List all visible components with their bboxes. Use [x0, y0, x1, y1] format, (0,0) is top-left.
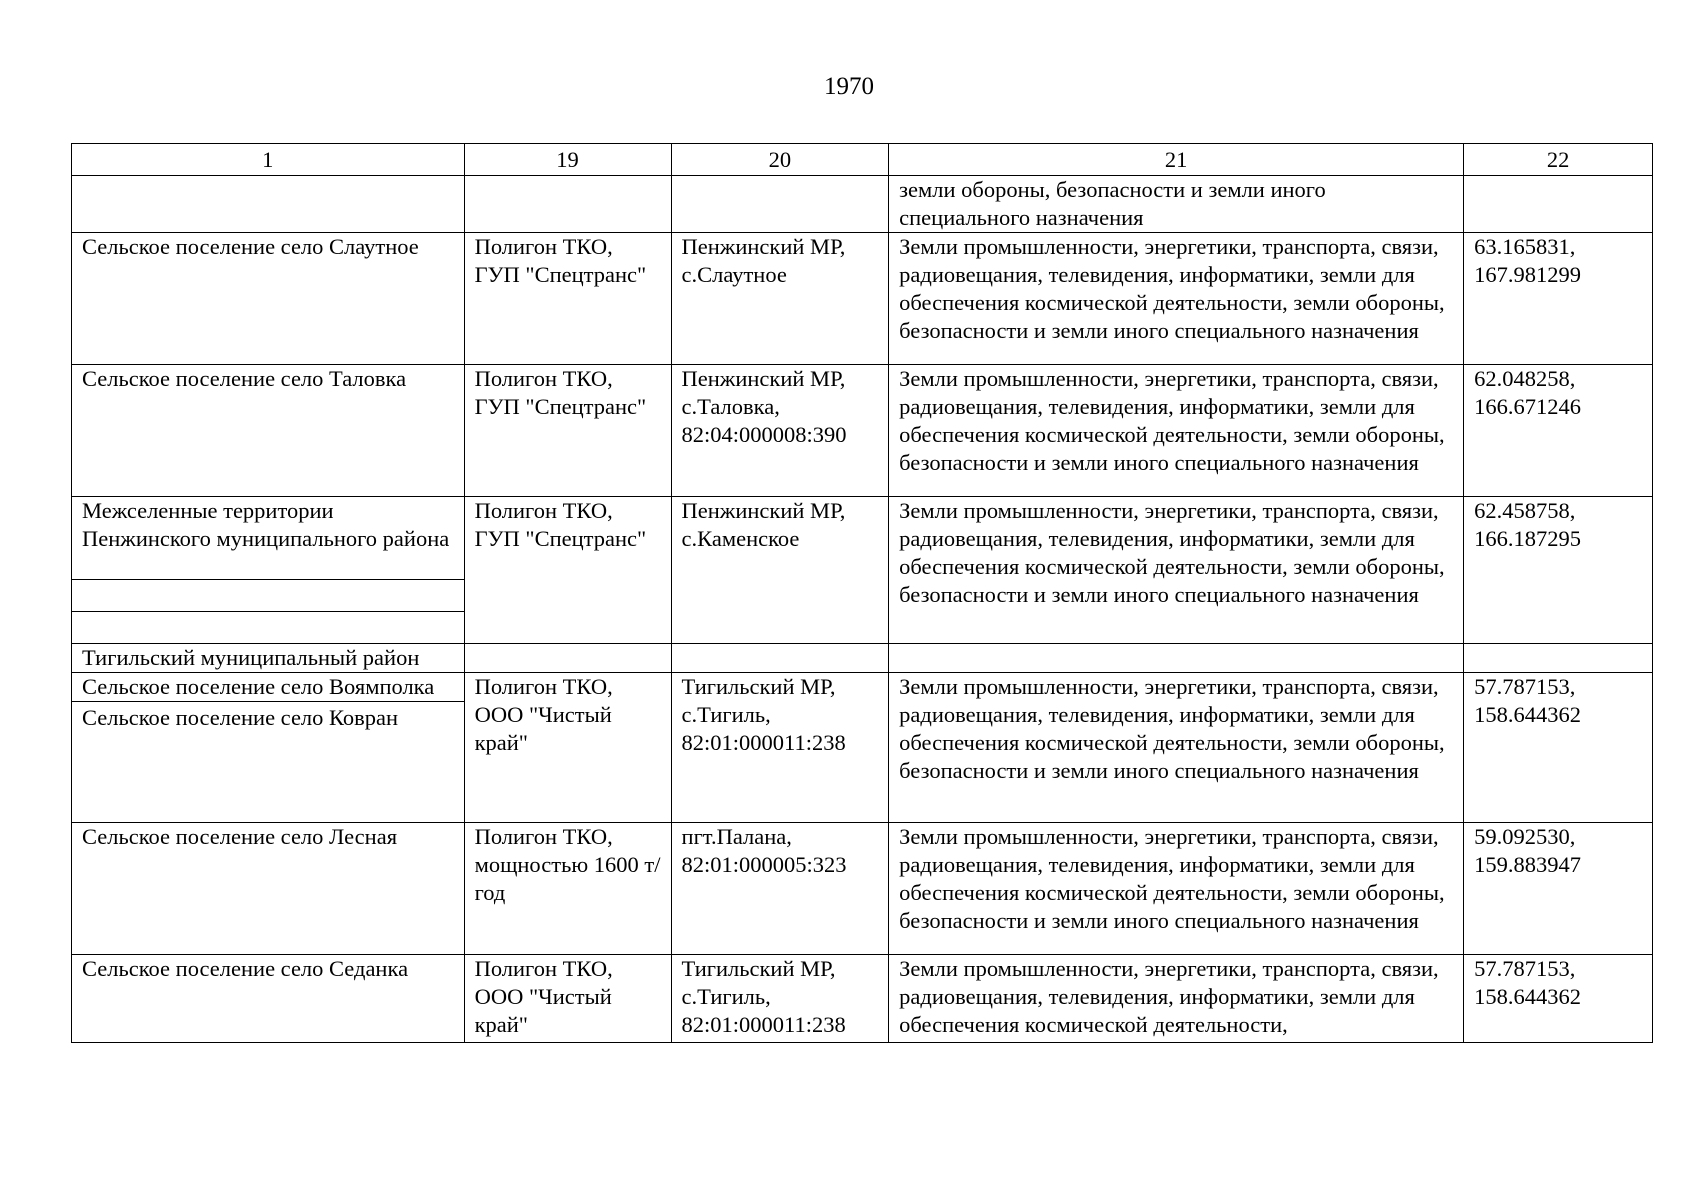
- cell-coordinates: 57.787153, 158.644362: [1464, 955, 1653, 1043]
- cell-object: Полигон ТКО, ГУП "Спецтранс": [464, 233, 671, 365]
- header-row: [72, 144, 1653, 176]
- cell-coordinates: [1464, 644, 1653, 673]
- cell-coordinates: 62.458758, 166.187295: [1464, 497, 1653, 644]
- column-header-20: 20: [671, 144, 889, 176]
- cell-location: Тигильский МР, с.Тигиль, 82:01:000011:238: [671, 955, 889, 1043]
- cell-land-category: Земли промышленности, энергетики, транспорта, связи, радиовещания, телевидения, информатики, земли для обеспечения космической деятельности,: [889, 955, 1464, 1043]
- cell-land-category: Земли промышленности, энергетики, транспорта, связи, радиовещания, телевидения, информатики, земли для обеспечения космической деятельности, земли обороны, безопасности и земли иного специального назначения: [889, 823, 1464, 955]
- cell-settlement: Сельское поселение село Лесная: [72, 823, 465, 955]
- column-header-22: 22: [1464, 144, 1653, 176]
- cell-district: Тигильский муниципальный район: [72, 644, 465, 673]
- cell-object: Полигон ТКО, ГУП "Спецтранс": [464, 365, 671, 497]
- cell-settlement-empty: [72, 580, 465, 612]
- cell-location: [671, 176, 889, 233]
- cell-settlement: Сельское поселение село Слаутное: [72, 233, 465, 365]
- cell-object: Полигон ТКО, ООО "Чистый край": [464, 673, 671, 823]
- table-row: [72, 365, 1653, 497]
- cell-coordinates: [1464, 176, 1653, 233]
- cell-location: Пенжинский МР, с.Слаутное: [671, 233, 889, 365]
- column-header-21: 21: [889, 144, 1464, 176]
- settlement-subtable: [72, 673, 464, 732]
- cell-coordinates: 57.787153, 158.644362: [1464, 673, 1653, 823]
- cell-object: Полигон ТКО, мощностью 1600 т/год: [464, 823, 671, 955]
- table-row: [72, 497, 1653, 580]
- column-header-19: 19: [464, 144, 671, 176]
- cell-land-category: земли обороны, безопасности и земли иного специального назначения: [889, 176, 1464, 233]
- table-row: [72, 823, 1653, 955]
- cell-coordinates: 63.165831, 167.981299: [1464, 233, 1653, 365]
- page-number: 1970: [824, 73, 874, 100]
- cell-location: [671, 644, 889, 673]
- cell-object: [464, 176, 671, 233]
- cell-land-category: Земли промышленности, энергетики, транспорта, связи, радиовещания, телевидения, информатики, земли для обеспечения космической деятельности, земли обороны, безопасности и земли иного специального назначения: [889, 365, 1464, 497]
- table-row: [72, 955, 1653, 1043]
- cell-object: [464, 644, 671, 673]
- table-row-continuation: [72, 176, 1653, 233]
- table-row: [72, 673, 1653, 823]
- cell-settlement-kovran: Сельское поселение село Ковран: [72, 702, 464, 733]
- cell-location: Пенжинский МР, с.Таловка, 82:04:000008:390: [671, 365, 889, 497]
- cell-settlement: [72, 176, 465, 233]
- cell-settlement: Сельское поселение село Таловка: [72, 365, 465, 497]
- cell-land-category: Земли промышленности, энергетики, транспорта, связи, радиовещания, телевидения, информатики, земли для обеспечения космической деятельности, земли обороны, безопасности и земли иного специального назначения: [889, 497, 1464, 644]
- cell-land-category: [889, 644, 1464, 673]
- cell-land-category: Земли промышленности, энергетики, транспорта, связи, радиовещания, телевидения, информатики, земли для обеспечения космической деятельности, земли обороны, безопасности и земли иного специального назначения: [889, 233, 1464, 365]
- table-row-district: [72, 644, 1653, 673]
- cell-location: Тигильский МР, с.Тигиль, 82:01:000011:238: [671, 673, 889, 823]
- cell-land-category: Земли промышленности, энергетики, транспорта, связи, радиовещания, телевидения, информатики, земли для обеспечения космической деятельности, земли обороны, безопасности и земли иного специального назначения: [889, 673, 1464, 823]
- cell-coordinates: 62.048258, 166.671246: [1464, 365, 1653, 497]
- cell-settlement: [72, 673, 465, 823]
- cell-settlement: Сельское поселение село Седанка: [72, 955, 465, 1043]
- cell-location: пгт.Палана, 82:01:000005:323: [671, 823, 889, 955]
- cell-coordinates: 59.092530, 159.883947: [1464, 823, 1653, 955]
- cell-settlement-empty: [72, 612, 465, 644]
- cell-location: Пенжинский МР, с.Каменское: [671, 497, 889, 644]
- cell-settlement: Межселенные территории Пенжинского муниципального района: [72, 497, 465, 580]
- cell-settlement-voyampolka: Сельское поселение село Воямполка: [82, 674, 435, 699]
- cell-object: Полигон ТКО, ООО "Чистый край": [464, 955, 671, 1043]
- data-table: [71, 143, 1653, 1043]
- cell-object: Полигон ТКО, ГУП "Спецтранс": [464, 497, 671, 644]
- column-header-1: 1: [72, 144, 465, 176]
- table-row: [72, 233, 1653, 365]
